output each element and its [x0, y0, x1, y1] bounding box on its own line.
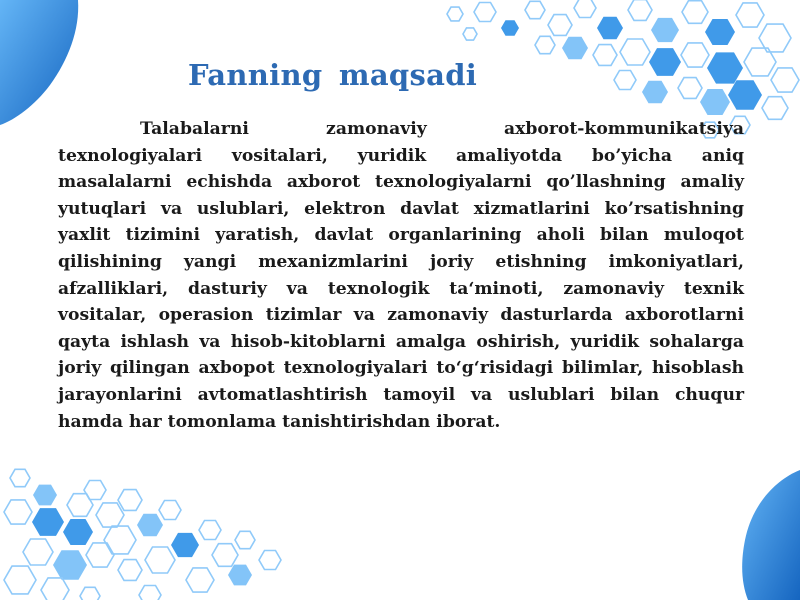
hexagon-shape: [86, 543, 114, 567]
hexagon-shape: [63, 519, 93, 545]
hexagon-shape: [4, 566, 36, 594]
hexagon-shape: [501, 20, 519, 36]
hexagon-shape: [678, 78, 702, 99]
hexagon-shape: [728, 80, 762, 109]
hexagon-shape: [614, 71, 636, 90]
hexagon-shape: [682, 1, 708, 24]
hexagon-shape: [651, 18, 679, 42]
hexagon-shape: [96, 503, 124, 527]
hexagon-shape: [10, 469, 30, 486]
hexagon-shape: [104, 526, 136, 554]
hexagon-shape: [700, 89, 730, 115]
hexagon-shape: [593, 45, 617, 66]
hexagon-shape: [235, 531, 255, 548]
hexagon-shape: [137, 514, 163, 537]
hexagon-shape: [67, 494, 93, 517]
hexagon-shape: [118, 490, 142, 511]
hexagon-shape: [705, 19, 735, 45]
hexagon-shape: [139, 586, 161, 600]
hexagon-shape: [525, 1, 545, 18]
hexagon-shape: [80, 587, 100, 600]
hexagon-shape: [548, 15, 572, 36]
hexagon-shape: [447, 7, 463, 21]
hexagon-shape: [84, 481, 106, 500]
hexagon-shape: [707, 52, 743, 83]
hexagon-shape: [762, 97, 788, 120]
hexagon-shape: [642, 81, 668, 104]
hexagon-shape: [628, 0, 652, 20]
hexagon-shape: [171, 533, 199, 557]
top-left-blob: [0, 0, 78, 125]
hexagon-shape: [474, 3, 496, 22]
hexagon-shape: [186, 568, 214, 592]
hexagon-shape: [53, 550, 87, 579]
hexagon-shape: [535, 36, 555, 53]
hexagon-shape: [597, 17, 623, 40]
hexagon-cluster-bottom-left: [4, 469, 281, 600]
hexagon-shape: [41, 578, 69, 600]
hexagon-shape: [620, 39, 650, 65]
hexagon-shape: [463, 28, 477, 40]
hexagon-shape: [736, 3, 764, 27]
bottom-right-blob: [742, 470, 800, 600]
hexagon-shape: [744, 48, 776, 76]
hexagon-shape: [23, 539, 53, 565]
hexagon-shape: [681, 43, 709, 67]
hexagon-shape: [771, 68, 799, 92]
hexagon-shape: [33, 485, 57, 506]
hexagon-shape: [562, 37, 588, 60]
hexagon-shape: [118, 560, 142, 581]
hexagon-shape: [212, 544, 238, 567]
hexagon-shape: [159, 501, 181, 520]
hexagon-shape: [32, 508, 64, 536]
slide-body-text: Talabalarni zamonaviy axborot-kommunikatsiya texnologiyalari vositalari, yuridik amaliyotda bo’yicha aniq masalalarni echishda axborot texnologiyalarni qo’llashning amaliy yutuqlari va uslublari, elektron davlat xizmatlarini ko’rsatishning yaxlit tizimini yaratish, davlat organlarining aholi bilan muloqot qilishining yangi mexanizmlarini joriy etishning imkoniyatlari, afzalliklari, dasturiy va texnologik ta‘minoti, zamonaviy texnik vositalar, operasion tizimlar va zamonaviy dasturlarda axborotlarni qayta ishlash va hisob-kitoblarni amalga oshirish, yuridik sohalarga joriy qilingan axbopot texnologiyalari to‘g‘risidagi bilimlar, hisoblash jarayonlarini avtomatlashtirish tamoyil va uslublari bilan chuqur hamda har tomonlama tanishtirishdan iborat.: [58, 119, 744, 432]
hexagon-shape: [199, 521, 221, 540]
hexagon-shape: [574, 0, 596, 18]
hexagon-shape: [145, 547, 175, 573]
hexagon-shape: [4, 500, 32, 524]
hexagon-shape: [228, 565, 252, 586]
hexagon-shape: [649, 48, 681, 76]
hexagon-shape: [259, 551, 281, 570]
slide-title: Fanning maqsadi: [188, 58, 478, 92]
